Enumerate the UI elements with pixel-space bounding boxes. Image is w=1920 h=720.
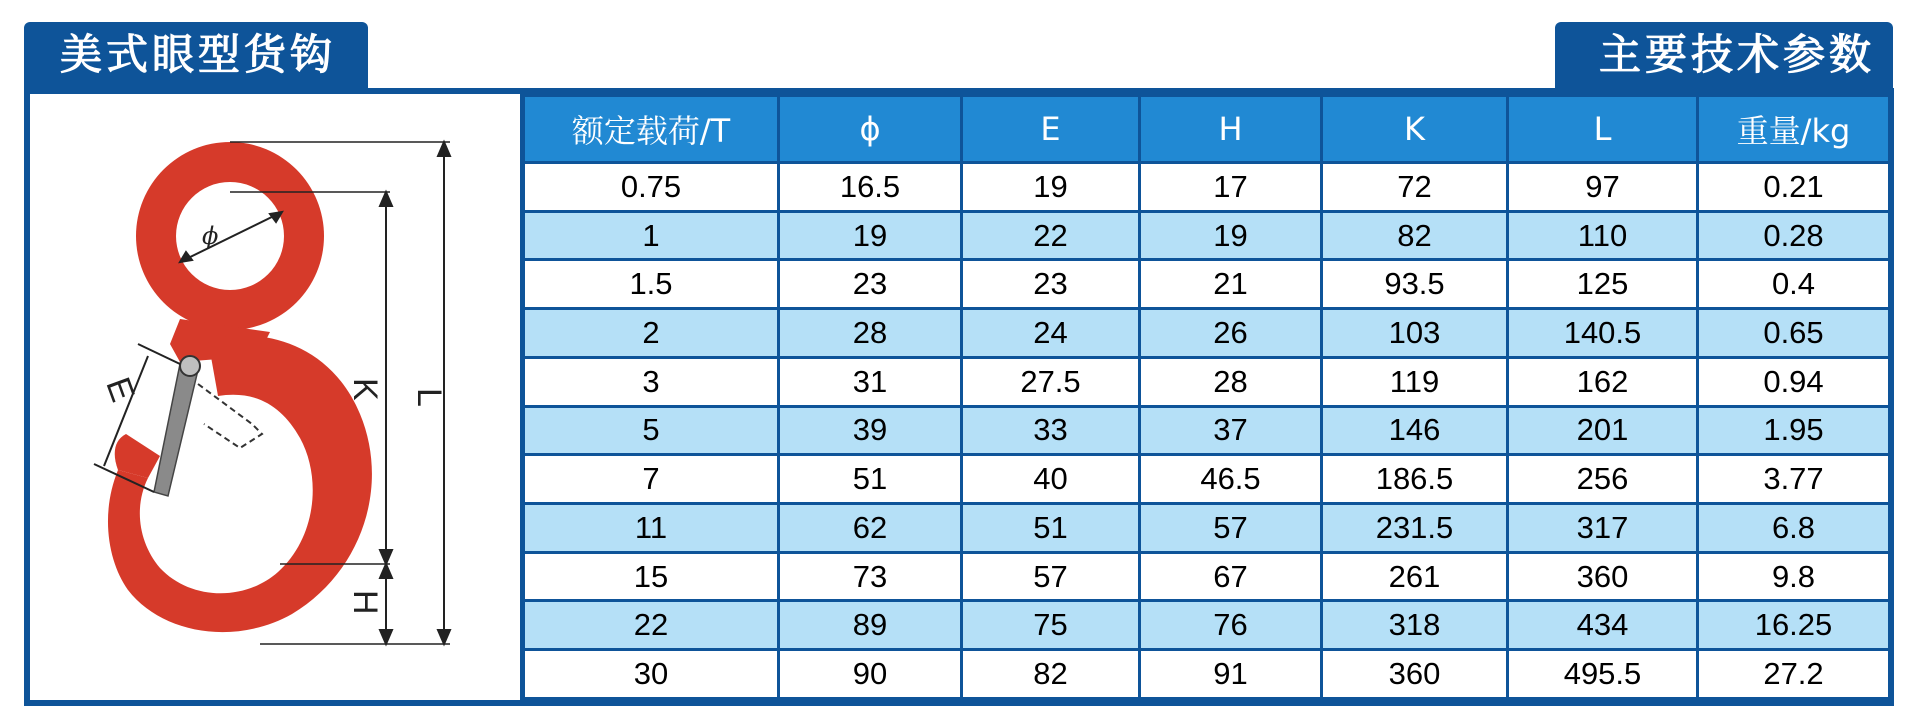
table-row xyxy=(524,552,1890,601)
table-cell: 89 xyxy=(779,601,962,650)
table-cell: 5 xyxy=(524,406,779,455)
table-cell: 6.8 xyxy=(1698,504,1890,553)
table-row xyxy=(524,650,1890,699)
header-l: L xyxy=(1508,96,1698,163)
table-cell: 495.5 xyxy=(1508,650,1698,699)
table-cell: 82 xyxy=(1322,211,1508,260)
table-row xyxy=(524,601,1890,650)
k-label: K xyxy=(346,378,384,401)
table-cell: 23 xyxy=(962,260,1140,309)
table-cell: 3.77 xyxy=(1698,455,1890,504)
table-row xyxy=(524,163,1890,212)
table-row xyxy=(524,309,1890,358)
table-cell: 16.5 xyxy=(779,163,962,212)
spec-table xyxy=(522,94,1891,700)
table-cell: 26 xyxy=(1140,309,1322,358)
table-cell: 317 xyxy=(1508,504,1698,553)
table-cell: 75 xyxy=(962,601,1140,650)
table-cell: 11 xyxy=(524,504,779,553)
specs-title-tab: 主要技术参数 xyxy=(1555,22,1893,88)
table-cell: 19 xyxy=(779,211,962,260)
table-cell: 0.21 xyxy=(1698,163,1890,212)
table-cell: 0.28 xyxy=(1698,211,1890,260)
table-cell: 201 xyxy=(1508,406,1698,455)
header-rated-load: 额定载荷/T xyxy=(524,96,779,163)
table-cell: 1.95 xyxy=(1698,406,1890,455)
header-e: E xyxy=(962,96,1140,163)
table-cell: 146 xyxy=(1322,406,1508,455)
table-row xyxy=(524,211,1890,260)
table-cell: 57 xyxy=(962,552,1140,601)
table-cell: 22 xyxy=(524,601,779,650)
e-label: E xyxy=(98,372,142,407)
table-cell: 39 xyxy=(779,406,962,455)
table-cell: 0.94 xyxy=(1698,357,1890,406)
table-cell: 15 xyxy=(524,552,779,601)
table-cell: 37 xyxy=(1140,406,1322,455)
table-cell: 0.65 xyxy=(1698,309,1890,358)
table-cell: 256 xyxy=(1508,455,1698,504)
eye-hook-diagram xyxy=(30,94,520,700)
table-cell: 16.25 xyxy=(1698,601,1890,650)
table-cell: 57 xyxy=(1140,504,1322,553)
table-cell: 24 xyxy=(962,309,1140,358)
hook-diagram-panel xyxy=(30,94,520,700)
phi-label: ϕ xyxy=(202,222,219,250)
table-cell: 0.75 xyxy=(524,163,779,212)
product-title-tab: 美式眼型货钩 xyxy=(24,22,368,88)
table-cell: 17 xyxy=(1140,163,1322,212)
table-cell: 9.8 xyxy=(1698,552,1890,601)
table-cell: 40 xyxy=(962,455,1140,504)
l-label: L xyxy=(410,388,448,407)
table-cell: 97 xyxy=(1508,163,1698,212)
table-cell: 140.5 xyxy=(1508,309,1698,358)
table-cell: 28 xyxy=(1140,357,1322,406)
table-cell: 91 xyxy=(1140,650,1322,699)
table-cell: 125 xyxy=(1508,260,1698,309)
table-row xyxy=(524,406,1890,455)
table-cell: 51 xyxy=(962,504,1140,553)
table-cell: 21 xyxy=(1140,260,1322,309)
header-k: K xyxy=(1322,96,1508,163)
table-cell: 110 xyxy=(1508,211,1698,260)
table-cell: 23 xyxy=(779,260,962,309)
table-cell: 7 xyxy=(524,455,779,504)
table-cell: 0.4 xyxy=(1698,260,1890,309)
table-cell: 82 xyxy=(962,650,1140,699)
table-cell: 33 xyxy=(962,406,1140,455)
table-cell: 67 xyxy=(1140,552,1322,601)
table-cell: 72 xyxy=(1322,163,1508,212)
table-row xyxy=(524,504,1890,553)
table-row xyxy=(524,260,1890,309)
table-cell: 28 xyxy=(779,309,962,358)
table-cell: 119 xyxy=(1322,357,1508,406)
table-cell: 19 xyxy=(962,163,1140,212)
table-cell: 46.5 xyxy=(1140,455,1322,504)
table-row xyxy=(524,357,1890,406)
table-cell: 231.5 xyxy=(1322,504,1508,553)
table-cell: 103 xyxy=(1322,309,1508,358)
table-header-row xyxy=(524,96,1890,163)
table-cell: 51 xyxy=(779,455,962,504)
table-cell: 3 xyxy=(524,357,779,406)
table-cell: 90 xyxy=(779,650,962,699)
table-cell: 31 xyxy=(779,357,962,406)
table-cell: 19 xyxy=(1140,211,1322,260)
table-cell: 162 xyxy=(1508,357,1698,406)
table-cell: 318 xyxy=(1322,601,1508,650)
table-cell: 434 xyxy=(1508,601,1698,650)
h-label: H xyxy=(346,590,384,615)
table-cell: 27.5 xyxy=(962,357,1140,406)
table-cell: 76 xyxy=(1140,601,1322,650)
table-cell: 93.5 xyxy=(1322,260,1508,309)
table-cell: 73 xyxy=(779,552,962,601)
header-h: H xyxy=(1140,96,1322,163)
table-cell: 30 xyxy=(524,650,779,699)
table-cell: 360 xyxy=(1508,552,1698,601)
table-cell: 27.2 xyxy=(1698,650,1890,699)
table-cell: 62 xyxy=(779,504,962,553)
table-cell: 261 xyxy=(1322,552,1508,601)
hook-body xyxy=(108,142,372,632)
table-cell: 22 xyxy=(962,211,1140,260)
table-cell: 360 xyxy=(1322,650,1508,699)
header-weight: 重量/kg xyxy=(1698,96,1890,163)
table-cell: 1.5 xyxy=(524,260,779,309)
table-cell: 2 xyxy=(524,309,779,358)
table-row xyxy=(524,455,1890,504)
table-cell: 1 xyxy=(524,211,779,260)
header-phi: ϕ xyxy=(779,96,962,163)
table-cell: 186.5 xyxy=(1322,455,1508,504)
